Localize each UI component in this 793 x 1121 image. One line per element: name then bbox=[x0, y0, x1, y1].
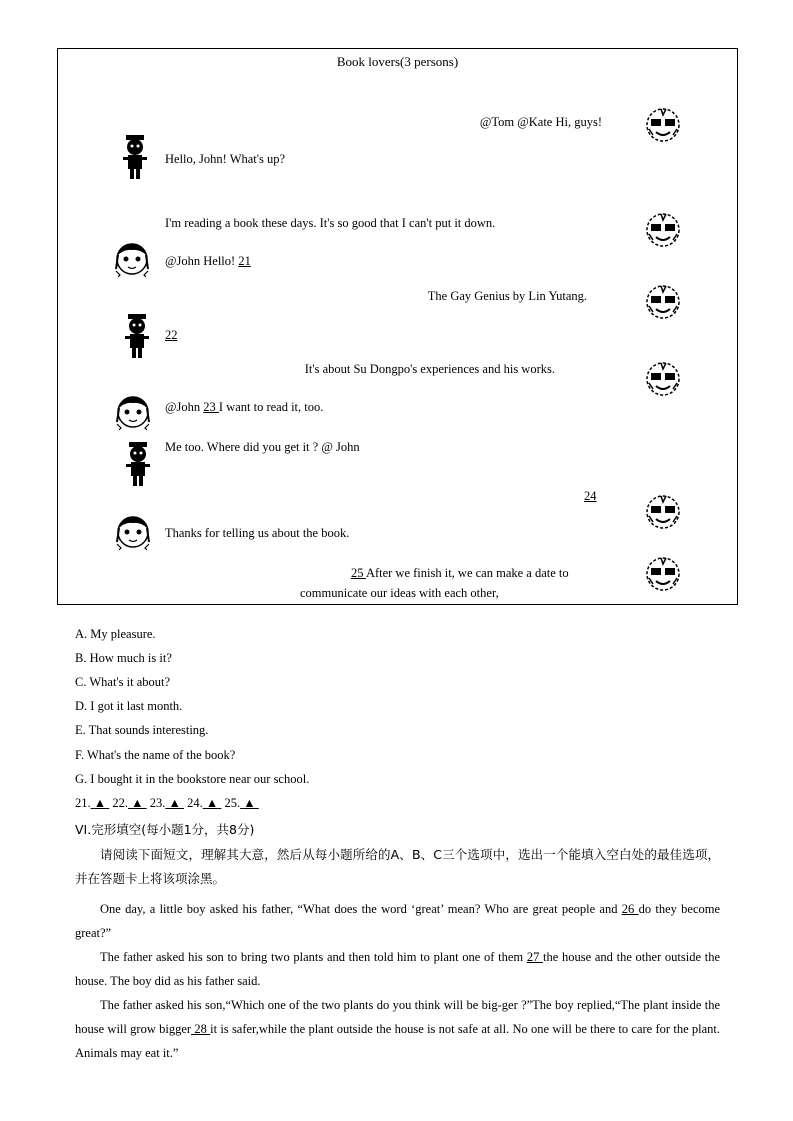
blank-26: 26 bbox=[621, 902, 639, 916]
answer-num: 25. bbox=[224, 796, 241, 810]
john-avatar-icon bbox=[643, 210, 683, 250]
chat-message bbox=[351, 566, 569, 581]
chat-message bbox=[165, 328, 178, 343]
section-instruction: 请阅读下面短文，理解其大意，然后从每小题所给的A、B、C三个选项中，选出一个能填入空白处的最佳选项，并在答题卡上将该项涂黑。 bbox=[75, 847, 720, 886]
message-text: @John bbox=[165, 400, 204, 414]
kate-avatar-icon bbox=[114, 241, 150, 279]
chat-message bbox=[305, 362, 555, 377]
answer-blank[interactable]: ▲ bbox=[205, 796, 219, 810]
message-text: I want to read it, too. bbox=[218, 400, 324, 414]
tom-avatar-icon bbox=[121, 442, 155, 488]
message-text: Me too. Where did you get it ? @ John bbox=[165, 440, 360, 454]
option-g: G. I bought it in the bookstore near our school. bbox=[75, 772, 310, 786]
option-c: C. What's it about? bbox=[75, 675, 171, 689]
answer-num: 24. bbox=[187, 796, 203, 810]
john-avatar-icon bbox=[643, 492, 683, 532]
answer-blank[interactable]: ▲ bbox=[243, 796, 256, 810]
kate-avatar-icon bbox=[115, 514, 151, 552]
blank-21: 21 bbox=[238, 254, 251, 268]
answer-line bbox=[75, 796, 259, 811]
answer-num: 23. bbox=[149, 796, 166, 810]
blank-27: 27 bbox=[526, 950, 544, 964]
option-a: A. My pleasure. bbox=[75, 627, 156, 641]
blank-25: 25 bbox=[351, 566, 366, 580]
message-text: It's about Su Dongpo's experiences and his works. bbox=[304, 362, 555, 376]
blank-24: 24 bbox=[584, 489, 597, 503]
john-avatar-icon bbox=[643, 359, 683, 399]
answer-blank[interactable]: ▲ bbox=[168, 796, 181, 810]
message-text: I'm reading a book these days. It's so good that I can't put it down. bbox=[165, 216, 496, 230]
chat-message bbox=[165, 152, 285, 167]
passage-paragraph-1: One day, a little boy asked his father, “What does the word ‘great’ mean? Who are great people and 26 do they become great?” bbox=[75, 902, 721, 940]
message-text: Hello, John! What's up? bbox=[165, 152, 286, 166]
chat-message bbox=[165, 400, 323, 415]
option-f: F. What's the name of the book? bbox=[75, 748, 236, 762]
chat-message bbox=[584, 489, 597, 504]
john-avatar-icon bbox=[643, 105, 683, 145]
john-avatar-icon bbox=[643, 554, 683, 594]
option-e: E. That sounds interesting. bbox=[75, 723, 209, 737]
kate-avatar-icon bbox=[115, 394, 151, 432]
tom-avatar-icon bbox=[118, 135, 152, 181]
passage-paragraph-3: The father asked his son,“Which one of the two plants do you think will be big-ger ?”The boy replied,“The plant inside the house will grow bigger 28 it is safer,while the plant outside the house is not safe at all. No one will be there to care for the plant. Animals may eat it.” bbox=[75, 998, 721, 1060]
passage-paragraph-2: The father asked his son to bring two plants and then told him to plant one of them 27 the house and the other outside the house. The boy did as his father said. bbox=[75, 950, 721, 988]
chat-message bbox=[165, 526, 349, 541]
blank-28: 28 bbox=[191, 1022, 211, 1036]
chat-window bbox=[57, 48, 738, 605]
answer-num: 21. bbox=[75, 796, 91, 810]
chat-message bbox=[428, 289, 587, 304]
section-heading: VI.完形填空(每小题1分，共8分) bbox=[75, 822, 255, 837]
tom-avatar-icon bbox=[120, 314, 154, 360]
answer-blank[interactable]: ▲ bbox=[93, 796, 107, 810]
blank-22: 22 bbox=[165, 328, 178, 342]
option-d: D. I got it last month. bbox=[75, 699, 183, 713]
john-avatar-icon bbox=[643, 282, 683, 322]
chat-message bbox=[480, 115, 602, 130]
message-text: After we finish it, we can make a date to bbox=[365, 566, 569, 580]
answer-num: 22. bbox=[112, 796, 128, 810]
answer-blank[interactable]: ▲ bbox=[131, 796, 144, 810]
message-text: Thanks for telling us about the book. bbox=[165, 526, 350, 540]
chat-message bbox=[165, 254, 251, 269]
chat-message bbox=[165, 440, 360, 455]
message-text: @John Hello! bbox=[165, 254, 239, 268]
message-text: The Gay Genius by Lin Yutang. bbox=[427, 289, 587, 303]
option-b: B. How much is it? bbox=[75, 651, 172, 665]
chat-message-line2 bbox=[300, 586, 499, 601]
chat-title: Book lovers(3 persons) bbox=[336, 54, 459, 69]
message-text: communicate our ideas with each other, bbox=[300, 586, 499, 600]
message-text: @Tom @Kate Hi, guys! bbox=[479, 115, 602, 129]
blank-23: 23 bbox=[203, 400, 219, 414]
chat-message bbox=[165, 216, 495, 231]
